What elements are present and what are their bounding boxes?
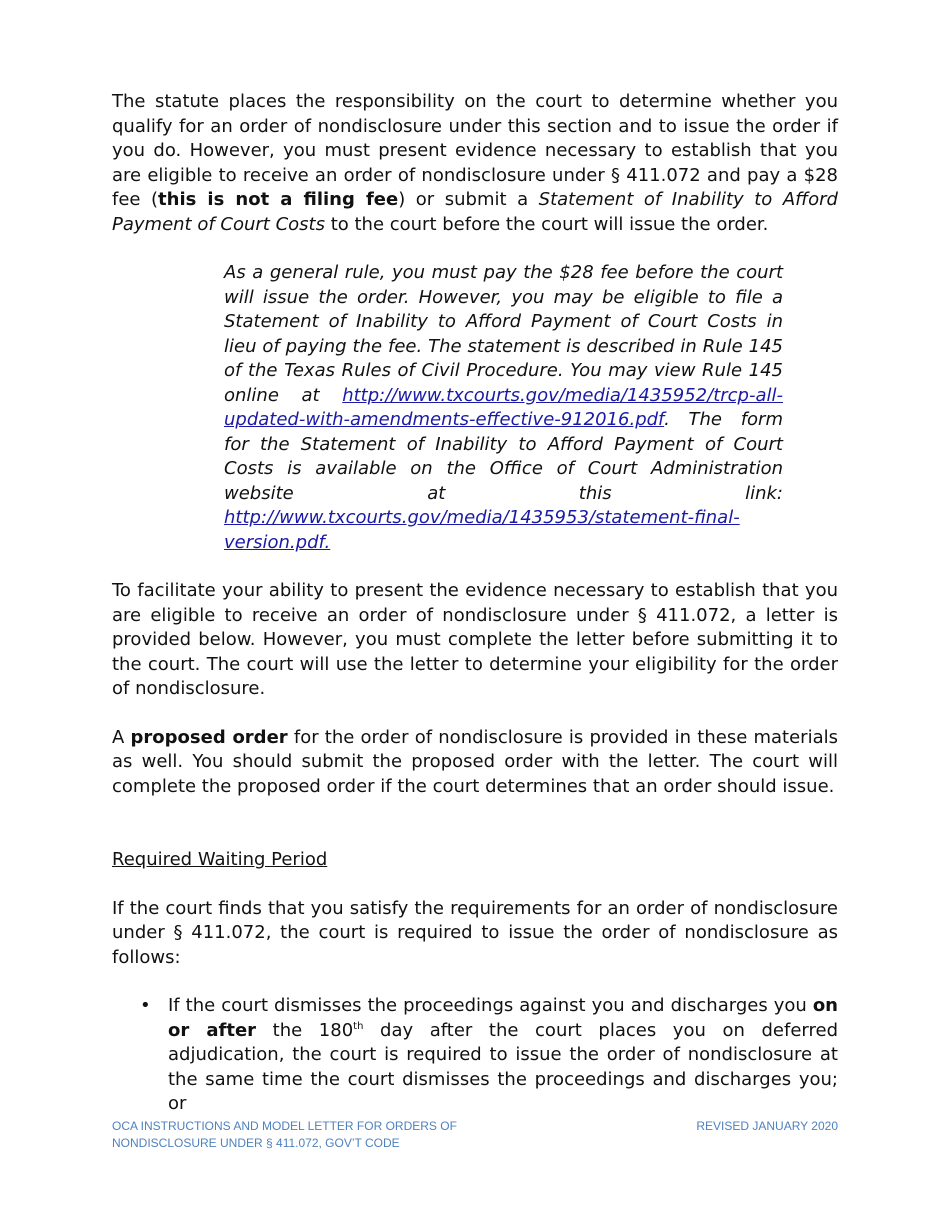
text: As a general rule, you must pay the $28 fee before the court will issue the order. However, you may be eligible to file a Statement of Inability to Afford Payment of Court Costs in lieu of paying the fee. The statement is described in Rule 145 of the Texas Rules of Civil Procedure. You may view Rule 145 online at <box>224 262 783 406</box>
rule-145-link[interactable]: http://www.txcourts.gov/media/1435952/trcp-all-updated-with-amendments-effective-912016.pdf <box>224 384 783 430</box>
text: the 180 <box>256 1019 354 1041</box>
statement-form-link[interactable]: http://www.txcourts.gov/media/1435953/statement-final-version.pdf. <box>224 507 740 553</box>
bold-text: this is not a filing fee <box>158 189 399 210</box>
footer-revision-date: REVISED JANUARY 2020 <box>696 1119 838 1133</box>
footer-title-line2: NONDISCLOSURE UNDER § 411.072, GOV’T CODE <box>112 1136 400 1150</box>
paragraph-waiting-intro: If the court finds that you satisfy the requirements for an order of nondisclosure under § 411.072, the court is required to issue the order of nondisclosure as follows: <box>112 897 838 968</box>
document-body <box>112 90 838 1117</box>
bullet-icon: • <box>140 995 151 1016</box>
text: If the court dismisses the proceedings against you and discharges you <box>168 995 813 1016</box>
paragraph-responsibility <box>112 90 838 237</box>
paragraph-letter: To facilitate your ability to present the evidence necessary to establish that you are eligible to receive an order of nondisclosure under § 411.072, a letter is provided below. However, you must complete the letter before submitting it to the court. The court will use the letter to determine your eligibility for the order of nondisclosure. <box>112 580 838 699</box>
footer-title-line1: OCA INSTRUCTIONS AND MODEL LETTER FOR ORDERS OF <box>112 1119 457 1133</box>
paragraph-proposed-order <box>112 726 838 800</box>
bold-text: on or after <box>168 995 838 1041</box>
text: day after the court places you on deferred adjudication, the court is required to issue the order of nondisclosure at the same time the court dismisses the proceedings and discharges you; or <box>168 1019 838 1114</box>
text: ) or submit a <box>398 189 539 210</box>
italic-text: Statement of Inability to Afford Payment of Court Costs <box>112 189 838 235</box>
fee-note-blockquote <box>224 261 783 555</box>
text: . The form for the Statement of Inability to Afford Payment of Court Costs is available on the Office of Court Administration website at this link: <box>224 409 783 504</box>
footer-left <box>112 1118 532 1152</box>
waiting-period-list <box>112 994 838 1117</box>
section-heading: Required Waiting Period <box>112 849 328 870</box>
superscript: th <box>353 1020 364 1032</box>
text: A <box>112 726 131 748</box>
list-item <box>112 994 838 1117</box>
text: The statute places the responsibility on the court to determine whether you qualify for an order of nondisclosure under this section and to issue the order if you do. However, you must present evidence necessary to establish that you are eligible to receive an order of nondisclosure under § 411.072 and pay a $28 fee ( <box>112 91 838 210</box>
text: for the order of nondisclosure is provided in these materials as well. You should submit the proposed order with the letter. The court will complete the proposed order if the court determines that an order should issue. <box>112 726 838 797</box>
bold-text: proposed order <box>130 726 288 748</box>
text: to the court before the court will issue the order. <box>324 213 769 235</box>
